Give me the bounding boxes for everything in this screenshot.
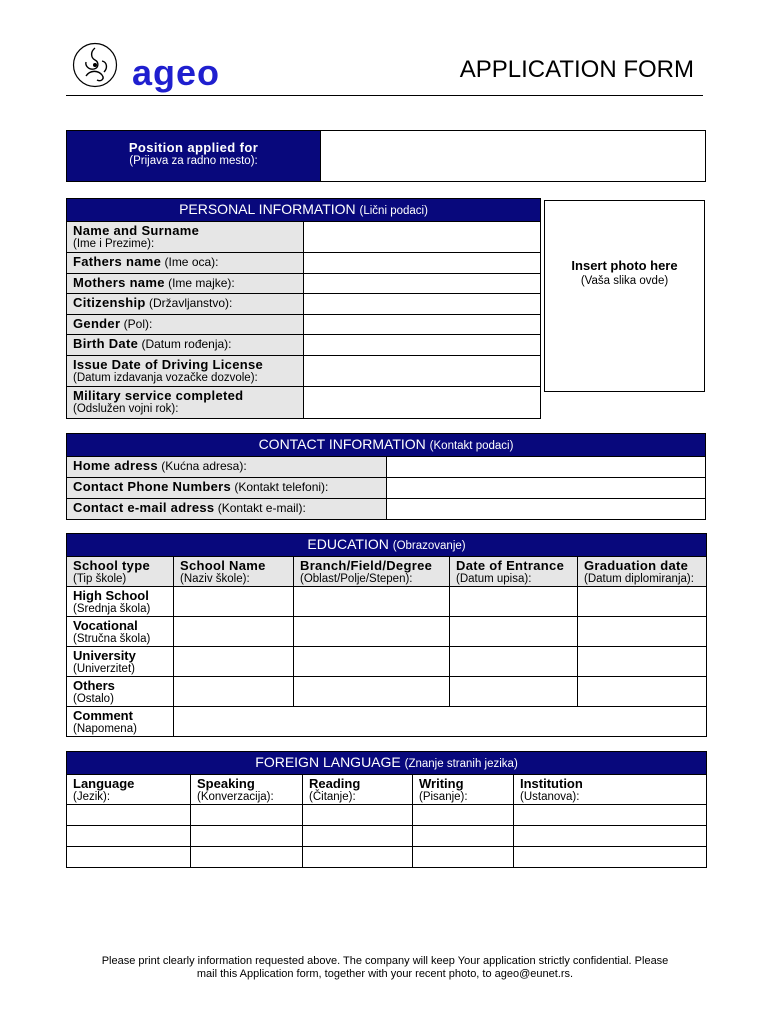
row-label-sub: (Stručna škola) — [73, 633, 151, 645]
education-subtitle: (Obrazovanje) — [392, 540, 466, 552]
column-header — [514, 775, 707, 805]
table-row — [67, 847, 707, 868]
table-cell[interactable] — [191, 805, 303, 826]
table-cell[interactable] — [578, 677, 707, 707]
table-row — [67, 617, 707, 647]
table-cell[interactable] — [413, 847, 514, 868]
column-header — [578, 557, 707, 587]
column-header-sub: (Datum diplomiranja): — [584, 573, 694, 585]
table-cell[interactable] — [67, 826, 191, 847]
logo-text: ageo — [132, 52, 221, 93]
table-cell[interactable] — [294, 587, 450, 617]
column-header-text: Graduation date — [584, 558, 689, 573]
row-label-sub: (Srednja škola) — [73, 603, 151, 615]
field-label-sub: (Kontakt e-mail): — [217, 501, 306, 515]
birth-date-input[interactable] — [304, 335, 541, 356]
table-row — [67, 707, 707, 737]
position-label: Position applied for — [128, 140, 259, 155]
column-header-text: Branch/Field/Degree — [300, 558, 433, 573]
table-cell[interactable] — [67, 805, 191, 826]
column-header-sub: (Datum upisa): — [456, 573, 532, 585]
table-cell[interactable] — [514, 826, 707, 847]
footer-line-2: mail this Application form, together with your recent photo, to ageo@eunet.rs. — [196, 968, 574, 980]
field-label — [67, 315, 304, 335]
field-label-sub: (Datum izdavanja vozačke dozvole): — [73, 372, 258, 384]
column-header-text: Institution — [520, 776, 583, 791]
field-label — [67, 274, 304, 294]
row-label — [67, 707, 174, 737]
field-label — [67, 387, 304, 419]
position-label-cell — [67, 131, 321, 182]
languages-subtitle: (Znanje stranih jezika) — [404, 758, 518, 770]
table-cell[interactable] — [294, 647, 450, 677]
row-label — [67, 647, 174, 677]
column-header-sub: (Oblast/Polje/Stepen): — [300, 573, 413, 585]
table-cell[interactable] — [578, 617, 707, 647]
position-sublabel: (Prijava za radno mesto): — [129, 155, 258, 167]
mothers-name-input[interactable] — [304, 274, 541, 294]
column-header — [413, 775, 514, 805]
footer-note — [70, 955, 700, 981]
table-cell[interactable] — [191, 826, 303, 847]
field-label-sub: (Odslužen vojni rok): — [73, 403, 179, 415]
name-surname-input[interactable] — [304, 222, 541, 253]
table-cell[interactable] — [514, 847, 707, 868]
table-row — [67, 587, 707, 617]
row-label-sub: (Napomena) — [73, 723, 137, 735]
citizenship-input[interactable] — [304, 294, 541, 315]
column-header-text: Speaking — [197, 776, 255, 791]
field-label — [67, 253, 304, 274]
fathers-name-input[interactable] — [304, 253, 541, 274]
table-row — [67, 826, 707, 847]
email-input[interactable] — [386, 499, 706, 520]
column-header — [67, 557, 174, 587]
table-cell[interactable] — [174, 587, 294, 617]
field-label — [67, 457, 387, 478]
field-label-sub: (Kućna adresa): — [161, 459, 247, 473]
table-cell[interactable] — [174, 647, 294, 677]
table-cell[interactable] — [578, 587, 707, 617]
row-label-sub: (Univerzitet) — [73, 663, 135, 675]
field-label — [67, 499, 387, 520]
column-header — [303, 775, 413, 805]
contact-info-header — [67, 434, 706, 457]
gender-input[interactable] — [304, 315, 541, 335]
row-label — [67, 587, 174, 617]
row-label-text: University — [73, 648, 136, 663]
contact-info-table — [66, 433, 706, 520]
column-header-text: Writing — [419, 776, 464, 791]
phone-numbers-input[interactable] — [386, 478, 706, 499]
field-label-sub: (Državljanstvo): — [148, 296, 233, 310]
ageo-logo-icon — [72, 42, 118, 88]
field-label-text: Gender — [73, 316, 121, 331]
languages-title: FOREIGN LANGUAGE — [255, 754, 401, 770]
position-table — [66, 130, 706, 182]
column-header — [450, 557, 578, 587]
row-label — [67, 677, 174, 707]
education-header — [67, 534, 707, 557]
form-title: APPLICATION FORM — [459, 56, 694, 83]
column-header-text: Language — [73, 776, 135, 791]
column-header-sub: (Naziv škole): — [180, 573, 250, 585]
field-label-text: Citizenship — [73, 295, 146, 310]
position-input[interactable] — [321, 131, 706, 182]
photo-label: Insert photo here — [571, 258, 678, 273]
languages-table — [66, 751, 707, 868]
field-label — [67, 222, 304, 253]
column-header — [67, 775, 191, 805]
column-header-sub: (Konverzacija): — [197, 791, 274, 803]
table-cell[interactable] — [294, 617, 450, 647]
field-label-text: Name and Surname — [73, 223, 200, 238]
field-label-sub: (Ime oca): — [164, 255, 219, 269]
field-label-sub: (Pol): — [123, 317, 153, 331]
column-header — [191, 775, 303, 805]
personal-info-subtitle: (Lični podaci) — [359, 205, 428, 217]
table-row — [67, 647, 707, 677]
field-label-text: Mothers name — [73, 275, 165, 290]
education-table — [66, 533, 707, 737]
field-label — [67, 335, 304, 356]
column-header-sub: (Ustanova): — [520, 791, 580, 803]
column-header-sub: (Tip škole) — [73, 573, 127, 585]
field-label — [67, 356, 304, 387]
footer-line-1: Please print clearly information requested above. The company will keep Your application strictly confidential. Please — [101, 955, 669, 967]
photo-sublabel: (Vaša slika ovde) — [580, 275, 669, 287]
column-header — [294, 557, 450, 587]
table-cell[interactable] — [303, 805, 413, 826]
header-divider — [66, 95, 703, 96]
table-cell[interactable] — [303, 826, 413, 847]
column-header-text: School type — [73, 558, 150, 573]
table-row — [67, 677, 707, 707]
driving-license-input[interactable] — [304, 356, 541, 387]
field-label — [67, 478, 387, 499]
field-label-text: Military service completed — [73, 388, 244, 403]
table-cell[interactable] — [578, 647, 707, 677]
table-cell[interactable] — [450, 587, 578, 617]
table-cell[interactable] — [450, 677, 578, 707]
languages-header — [67, 752, 707, 775]
personal-info-header — [67, 199, 541, 222]
column-header-sub: (Pisanje): — [419, 791, 468, 803]
column-header — [174, 557, 294, 587]
table-cell[interactable] — [413, 826, 514, 847]
military-service-input[interactable] — [304, 387, 541, 419]
table-cell[interactable] — [294, 677, 450, 707]
table-cell[interactable] — [450, 647, 578, 677]
contact-info-subtitle: (Kontakt podaci) — [429, 440, 514, 452]
home-address-input[interactable] — [386, 457, 706, 478]
personal-info-title: PERSONAL INFORMATION — [179, 201, 356, 217]
table-cell[interactable] — [303, 847, 413, 868]
row-label-text: Others — [73, 678, 115, 693]
photo-placeholder[interactable] — [544, 200, 705, 392]
field-label-text: Contact e-mail adress — [73, 500, 215, 515]
column-header-sub: (Jezik): — [73, 791, 111, 803]
contact-info-title: CONTACT INFORMATION — [258, 436, 426, 452]
table-cell[interactable] — [174, 617, 294, 647]
row-label — [67, 617, 174, 647]
row-label-text: Vocational — [73, 618, 138, 633]
table-row — [67, 805, 707, 826]
field-label — [67, 294, 304, 315]
row-label-text: Comment — [73, 708, 133, 723]
row-label-sub: (Ostalo) — [73, 693, 114, 705]
field-label-text: Home adress — [73, 458, 158, 473]
education-title: EDUCATION — [307, 536, 389, 552]
row-label-text: High School — [73, 588, 149, 603]
field-label-text: Contact Phone Numbers — [73, 479, 231, 494]
field-label-text: Issue Date of Driving License — [73, 357, 264, 372]
field-label-sub: (Ime i Prezime): — [73, 238, 155, 250]
comment-input[interactable] — [174, 707, 707, 737]
table-cell[interactable] — [450, 617, 578, 647]
column-header-text: Reading — [309, 776, 361, 791]
table-cell[interactable] — [174, 677, 294, 707]
personal-info-table — [66, 198, 541, 419]
field-label-text: Fathers name — [73, 254, 162, 269]
column-header-text: Date of Entrance — [456, 558, 565, 573]
table-cell[interactable] — [67, 847, 191, 868]
column-header-text: School Name — [180, 558, 266, 573]
table-cell[interactable] — [514, 805, 707, 826]
field-label-sub: (Kontakt telefoni): — [234, 480, 329, 494]
column-header-sub: (Čitanje): — [309, 791, 356, 803]
table-cell[interactable] — [191, 847, 303, 868]
field-label-text: Birth Date — [73, 336, 139, 351]
field-label-sub: (Ime majke): — [168, 276, 235, 290]
table-cell[interactable] — [413, 805, 514, 826]
field-label-sub: (Datum rođenja): — [141, 337, 232, 351]
